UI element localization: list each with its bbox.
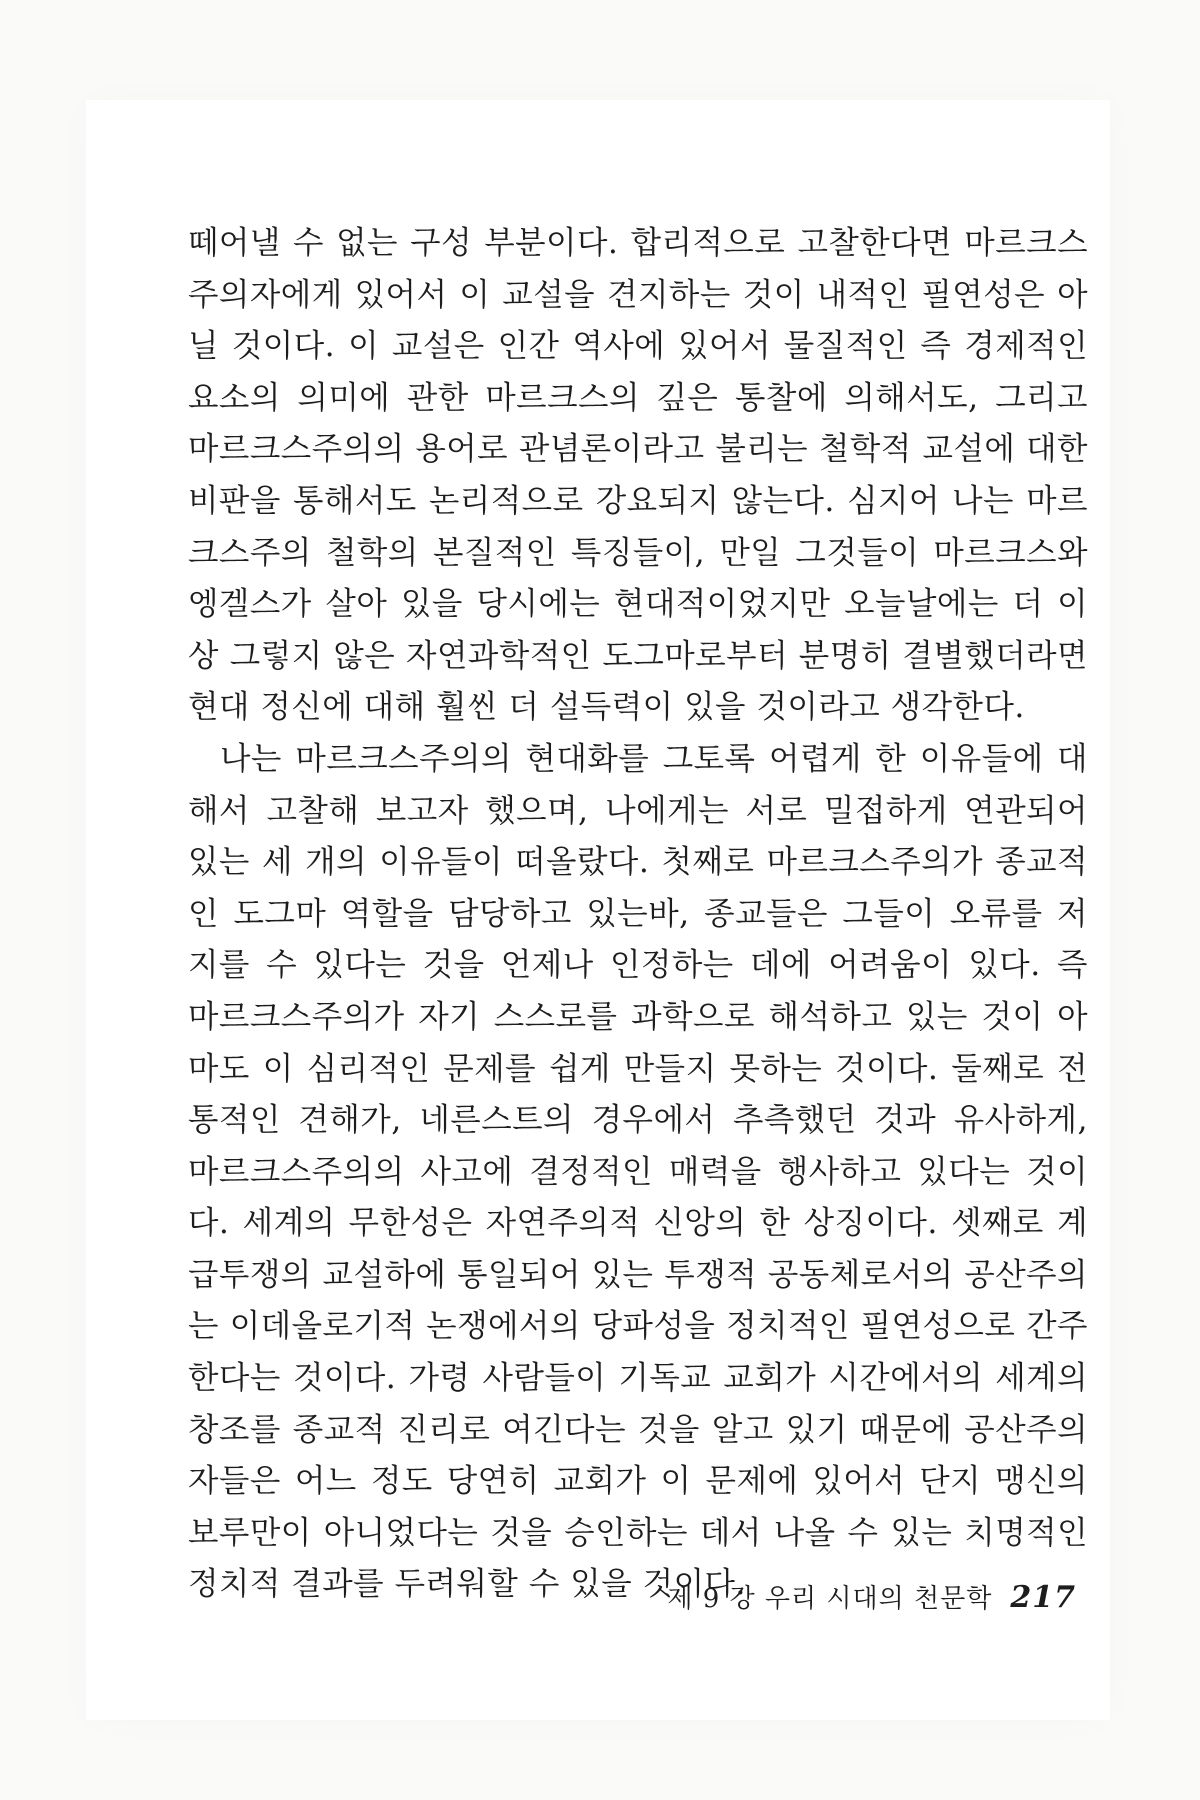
text-line: 보루만이 아니었다는 것을 승인하는 데서 나올 수 있는 치명적인 — [188, 1514, 1088, 1551]
text-line: 인 도그마 역할을 담당하고 있는바, 종교들은 그들이 오류를 저 — [188, 895, 1088, 932]
page-number: 217 — [1010, 1580, 1076, 1615]
running-footer — [646, 1578, 1076, 1628]
text-line: 주의자에게 있어서 이 교설을 견지하는 것이 내적인 필연성은 아 — [188, 276, 1088, 313]
text-line: 엥겔스가 살아 있을 당시에는 현대적이었지만 오늘날에는 더 이 — [188, 586, 1088, 623]
text-line-paragraph-start: 나는 마르크스주의의 현대화를 그토록 어렵게 한 이유들에 대 — [220, 740, 1088, 777]
text-line: 다. 세계의 무한성은 자연주의적 신앙의 한 상징이다. 셋째로 계 — [188, 1205, 1088, 1242]
text-line: 마르크스주의가 자기 스스로를 과학으로 해석하고 있는 것이 아 — [188, 998, 1088, 1035]
text-line: 통적인 견해가, 네른스트의 경우에서 추측했던 것과 유사하게, — [188, 1102, 1088, 1139]
text-line: 상 그렇지 않은 자연과학적인 도그마로부터 분명히 결별했더라면 — [188, 637, 1088, 674]
text-line: 급투쟁의 교설하에 통일되어 있는 투쟁적 공동체로서의 공산주의 — [188, 1256, 1088, 1293]
text-line-paragraph-end: 정치적 결과를 두려워할 수 있을 것이다. — [188, 1566, 746, 1603]
text-line: 마도 이 심리적인 문제를 쉽게 만들지 못하는 것이다. 둘째로 전 — [188, 1050, 1088, 1087]
text-line: 지를 수 있다는 것을 언제나 인정하는 데에 어려움이 있다. 즉 — [188, 947, 1088, 984]
text-line-paragraph-end: 현대 정신에 대해 훨씬 더 설득력이 있을 것이라고 생각한다. — [188, 689, 1025, 726]
text-line: 떼어낼 수 없는 구성 부분이다. 합리적으로 고찰한다면 마르크스 — [188, 225, 1088, 261]
text-line: 있는 세 개의 이유들이 떠올랐다. 첫째로 마르크스주의가 종교적 — [188, 844, 1088, 881]
chapter-title: 제 9 강 우리 시대의 천문학 — [667, 1584, 993, 1614]
text-line: 비판을 통해서도 논리적으로 강요되지 않는다. 심지어 나는 마르 — [188, 482, 1088, 519]
text-line: 마르크스주의의 용어로 관념론이라고 불리는 철학적 교설에 대한 — [188, 431, 1088, 468]
text-line: 마르크스주의의 사고에 결정적인 매력을 행사하고 있다는 것이 — [188, 1153, 1088, 1190]
text-line: 크스주의 철학의 본질적인 특징들이, 만일 그것들이 마르크스와 — [188, 534, 1088, 571]
text-line: 자들은 어느 정도 당연히 교회가 이 문제에 있어서 단지 맹신의 — [188, 1463, 1088, 1500]
text-line: 요소의 의미에 관한 마르크스의 깊은 통찰에 의해서도, 그리고 — [188, 379, 1088, 416]
text-line: 닐 것이다. 이 교설은 인간 역사에 있어서 물질적인 즉 경제적인 — [188, 328, 1088, 365]
text-line: 해서 고찰해 보고자 했으며, 나에게는 서로 밀접하게 연관되어 — [188, 792, 1088, 829]
text-line: 창조를 종교적 진리로 여긴다는 것을 알고 있기 때문에 공산주의 — [188, 1411, 1088, 1448]
body-text — [188, 218, 1088, 1611]
text-line: 는 이데올로기적 논쟁에서의 당파성을 정치적인 필연성으로 간주 — [188, 1308, 1088, 1345]
text-line: 한다는 것이다. 가령 사람들이 기독교 교회가 시간에서의 세계의 — [188, 1360, 1088, 1397]
